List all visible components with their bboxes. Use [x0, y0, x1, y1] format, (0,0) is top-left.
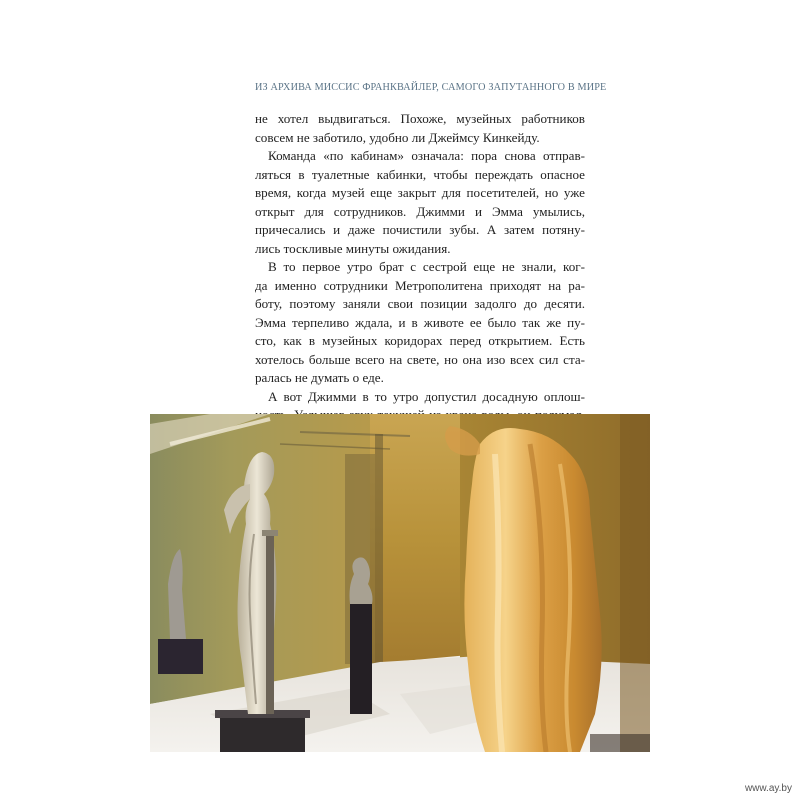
text-line: совсем не заботило, удобно ли Джеймсу Кинкейду.: [255, 129, 540, 145]
running-header: ИЗ АРХИВА МИССИС ФРАНКВАЙЛЕР, САМОГО ЗАПУТАННОГО В МИРЕ: [255, 82, 607, 93]
text-line: не хотел выдвигаться. Похоже, музейных работников: [255, 111, 585, 126]
museum-illustration: [150, 414, 650, 752]
text-line: ляться в туалетные кабинки, чтобы переждать опасное: [255, 166, 585, 182]
text-line: Эмма терпеливо ждала, и в животе ее было так же пу-: [255, 314, 585, 330]
text-line: В то первое утро брат с сестрой еще не знали, ког-: [268, 259, 585, 274]
text-line: открыт для сотрудников. Джимми и Эмма умылись,: [255, 203, 585, 219]
statues-watercolor-icon: [150, 414, 650, 752]
text-line: ралась не думать о еде.: [255, 370, 384, 385]
text-line: лись тоскливые минуты ожидания.: [255, 240, 451, 256]
text-line: причесались и даже почистили зубы. А затем потяну-: [255, 222, 585, 237]
text-line: сто, как в музейных коридорах перед открытием. Есть: [255, 333, 585, 348]
body-text: [255, 110, 585, 425]
text-line: А вот Джимми в то утро допустил досадную оплош-: [268, 388, 585, 404]
text-line: время, когда музей еще закрыт для посетителей, но уже: [255, 185, 585, 200]
text-line: боту, поэтому заняли свои позиции задолго до десяти.: [255, 296, 585, 311]
text-line: Команда «по кабинам» означала: пора снова отправ-: [268, 148, 585, 163]
text-line: да именно сотрудники Метрополитена приходят на ра-: [255, 277, 585, 293]
watermark: www.ay.by: [744, 783, 792, 794]
text-line: хотелось больше всего на свете, но она изо всех сил ста-: [255, 351, 585, 367]
